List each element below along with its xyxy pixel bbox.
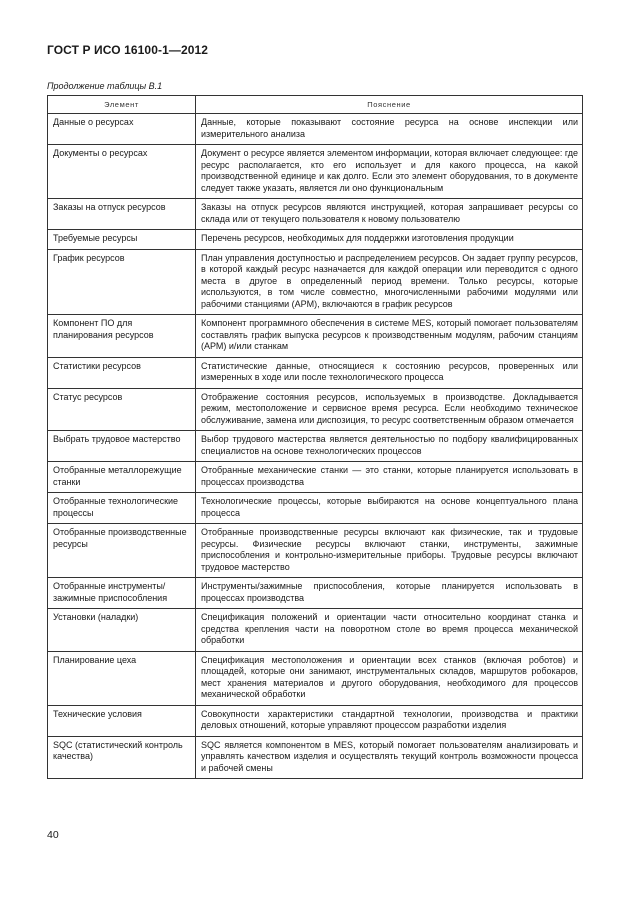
term-cell: Планирование цеха xyxy=(48,651,196,705)
definition-cell: Инструменты/зажимные приспособления, которые планируется использовать в процессах производства xyxy=(196,578,583,609)
table-row xyxy=(48,114,583,145)
term-cell: Документы о ресурсах xyxy=(48,145,196,199)
definition-cell: Отобранные механические станки — это станки, которые планируется использовать в процессах производства xyxy=(196,462,583,493)
term-cell: График ресурсов xyxy=(48,249,196,315)
definition-cell: Отобранные производственные ресурсы включают как физические, так и трудовые ресурсы. Физические ресурсы включают станки, инструменты, зажимные приспособления и контрольно-измерительные приборы. Трудовые ресурсы включают трудовое мастерство xyxy=(196,524,583,578)
term-cell: Статистики ресурсов xyxy=(48,357,196,388)
definition-cell: Статистические данные, относящиеся к состоянию ресурсов, проверенных или измеренных в ходе или после технологического процесса xyxy=(196,357,583,388)
term-cell: Данные о ресурсах xyxy=(48,114,196,145)
term-cell: Установки (наладки) xyxy=(48,609,196,652)
table-body xyxy=(48,114,583,779)
term-cell: Отобранные металлорежущие станки xyxy=(48,462,196,493)
definition-cell: План управления доступностью и распределением ресурсов. Он задает группу ресурсов, в которой каждый ресурс назначается для каждой операции или переводится с одного места в другое в определенный период времени. Только ресурсы, которые используются, в том числе совместно, многочисленными рабочими модулями или рабочими станциями (АРМ), включаются в график ресурсов xyxy=(196,249,583,315)
definition-cell: Технологические процессы, которые выбираются на основе концептуального плана процесса xyxy=(196,493,583,524)
table-row xyxy=(48,431,583,462)
term-cell: Требуемые ресурсы xyxy=(48,230,196,250)
page-number: 40 xyxy=(47,829,59,841)
term-cell: Статус ресурсов xyxy=(48,388,196,431)
table-row xyxy=(48,462,583,493)
definition-cell: Перечень ресурсов, необходимых для поддержки изготовления продукции xyxy=(196,230,583,250)
definition-cell: Выбор трудового мастерства является деятельностью по подбору квалифицированных специалистов на основе технологических процессов xyxy=(196,431,583,462)
table-row xyxy=(48,578,583,609)
table-row xyxy=(48,388,583,431)
table-row xyxy=(48,705,583,736)
term-cell: Отобранные технологические процессы xyxy=(48,493,196,524)
definition-cell: SQC является компонентом в MES, который помогает пользователям анализировать и управлять качеством изделия и осуществлять текущий контроль возможности процесса и рабочей смены xyxy=(196,736,583,779)
table-row xyxy=(48,199,583,230)
table-row xyxy=(48,609,583,652)
table-header-row xyxy=(48,96,583,114)
term-cell: Отобранные производственные ресурсы xyxy=(48,524,196,578)
definition-cell: Данные, которые показывают состояние ресурса на основе инспекции или измерительного анализа xyxy=(196,114,583,145)
definition-cell: Спецификация местоположения и ориентации всех станков (включая роботов) и площадей, которые они занимают, инструментальных складов, маршрутов робокаров, мест хранения материалов и другого оборудования, необходимого для процессов механической обработки xyxy=(196,651,583,705)
table-row xyxy=(48,493,583,524)
definition-cell: Отображение состояния ресурсов, используемых в производстве. Докладывается режим, местоположение и сервисное время ресурса. Если необходимо техническое обслуживание, замена или диспозиция, то ресурс соответственным образом отмечается xyxy=(196,388,583,431)
table-row xyxy=(48,230,583,250)
table-row xyxy=(48,651,583,705)
table-row xyxy=(48,357,583,388)
column-header-element: Элемент xyxy=(48,96,196,114)
definition-cell: Спецификация положений и ориентации части относительно координат станка и средства крепления части на поворотном столе во время процесса механической обработки xyxy=(196,609,583,652)
term-cell: SQC (статистический контроль качества) xyxy=(48,736,196,779)
table-caption: Продолжение таблицы В.1 xyxy=(47,81,163,91)
term-cell: Компонент ПО для планирования ресурсов xyxy=(48,315,196,358)
definition-cell: Заказы на отпуск ресурсов являются инструкцией, которая запрашивает ресурсы со склада или от текущего пользователя к новому пользователю xyxy=(196,199,583,230)
definitions-table xyxy=(47,95,583,779)
definition-cell: Документ о ресурсе является элементом информации, которая включает следующее: где ресурс располагается, кто его использует и для какого процесса, на какой производственной единице и как долго. Если это элемент оборудования, то в документе следует также указать, является ли оно функциональным xyxy=(196,145,583,199)
term-cell: Заказы на отпуск ресурсов xyxy=(48,199,196,230)
table-row xyxy=(48,524,583,578)
table-row xyxy=(48,145,583,199)
definition-cell: Совокупности характеристики стандартной технологии, производства и практики деловых отношений, которые управляют процессом разработки изделия xyxy=(196,705,583,736)
term-cell: Технические условия xyxy=(48,705,196,736)
table-row xyxy=(48,736,583,779)
definition-cell: Компонент программного обеспечения в системе MES, который помогает пользователям составлять график выпуска ресурсов к производственным модулям, рабочим станциям (АРМ) и/или станкам xyxy=(196,315,583,358)
table-row xyxy=(48,315,583,358)
term-cell: Отобранные инструменты/зажимные приспособления xyxy=(48,578,196,609)
term-cell: Выбрать трудовое мастерство xyxy=(48,431,196,462)
document-header: ГОСТ Р ИСО 16100-1—2012 xyxy=(47,43,209,57)
table-row xyxy=(48,249,583,315)
column-header-explanation: Пояснение xyxy=(196,96,583,114)
